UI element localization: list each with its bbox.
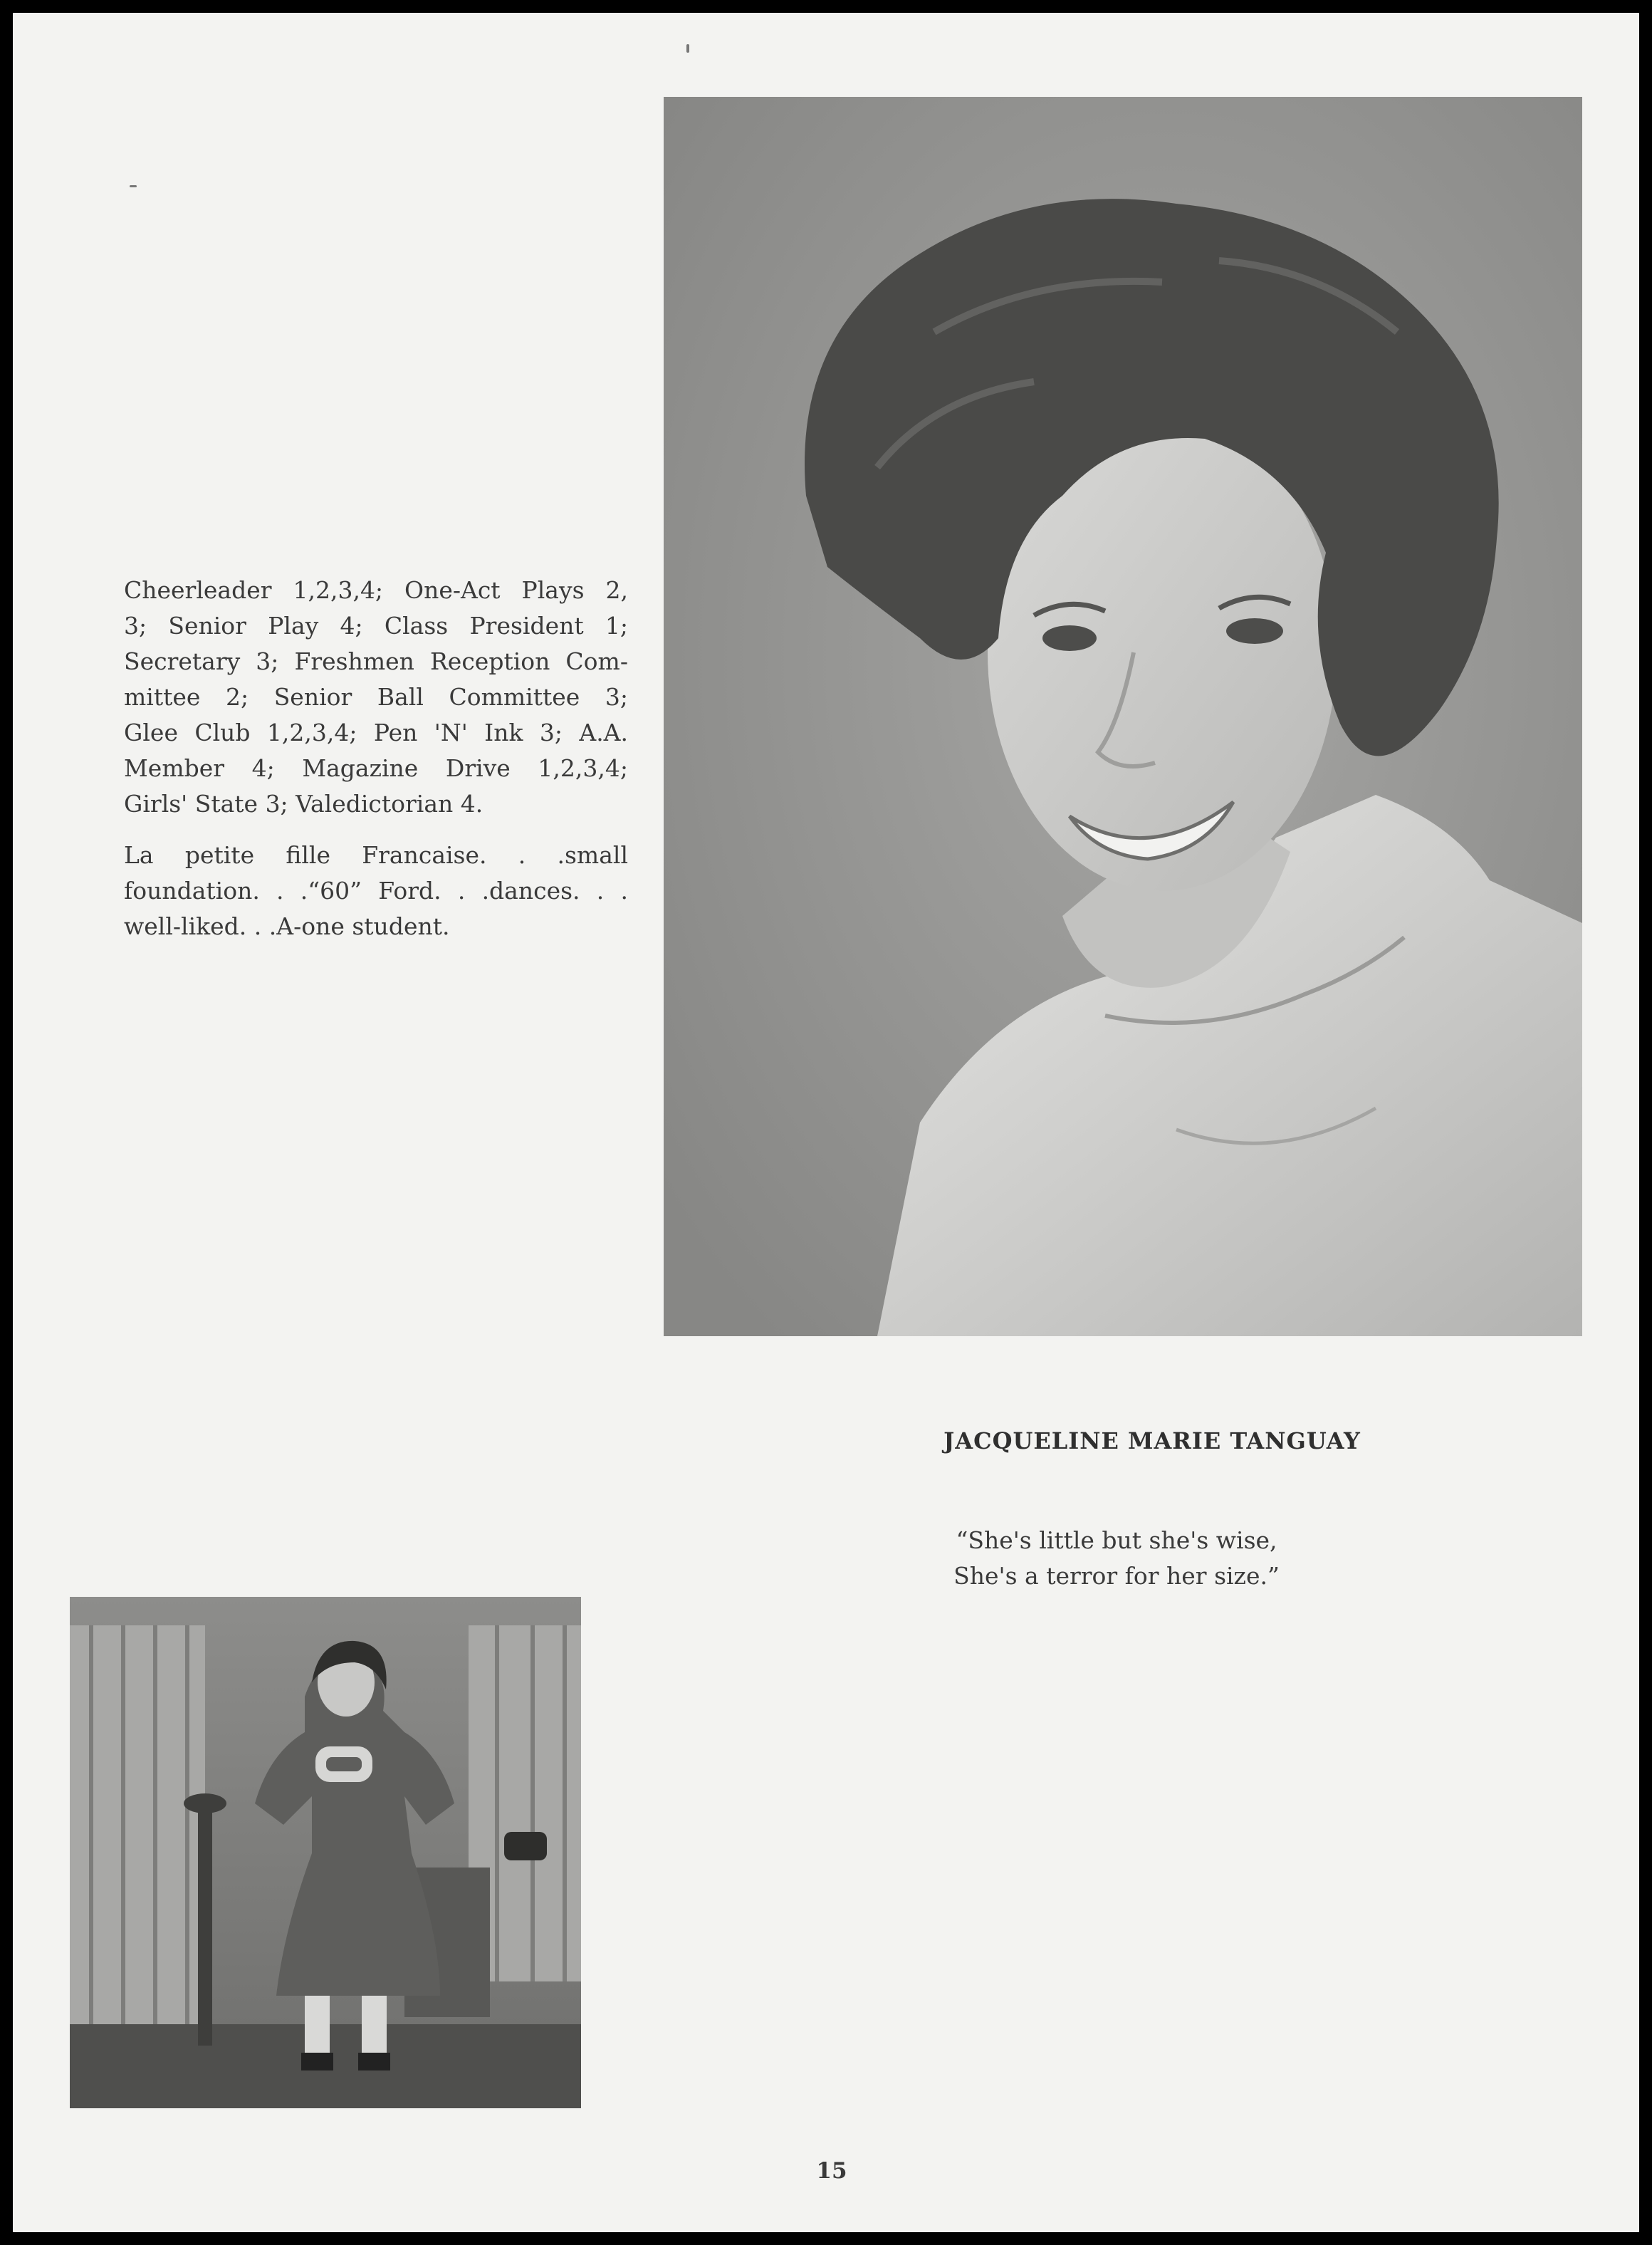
activities-line: Glee Club 1,2,3,4; Pen 'N' Ink 3; A.A. [124,719,628,746]
portrait-illustration [664,97,1582,1336]
page-number: 15 [816,2158,847,2184]
quote-line: “She's little but she's wise, [956,1526,1277,1554]
activities-line: Member 4; Magazine Drive 1,2,3,4; [124,754,628,782]
cheerleader-snapshot-photo [70,1597,581,2108]
activities-line: Girls' State 3; Valedictorian 4. [124,790,483,818]
activities-line: Secretary 3; Freshmen Reception Com- [124,647,628,675]
personality-line: La petite fille Francaise. . .small [124,841,628,869]
senior-portrait-photo [664,97,1582,1336]
senior-quote [796,1523,1437,1594]
activities-line: Cheerleader 1,2,3,4; One-Act Plays 2, [124,576,628,604]
activities-list [124,573,628,822]
print-speck [130,185,137,187]
activities-line: 3; Senior Play 4; Class President 1; [124,612,628,640]
personality-line: foundation. . .“60” Ford. . .dances. . . [124,877,628,905]
personality-description [124,838,628,944]
student-name: JACQUELINE MARIE TANGUAY [943,1427,1361,1454]
yearbook-page [13,13,1639,2232]
quote-line: She's a terror for her size.” [953,1562,1280,1590]
print-speck [686,44,689,53]
activities-line: mittee 2; Senior Ball Committee 3; [124,683,628,711]
personality-line: well-liked. . .A-one student. [124,912,450,940]
snapshot-illustration [70,1597,581,2108]
